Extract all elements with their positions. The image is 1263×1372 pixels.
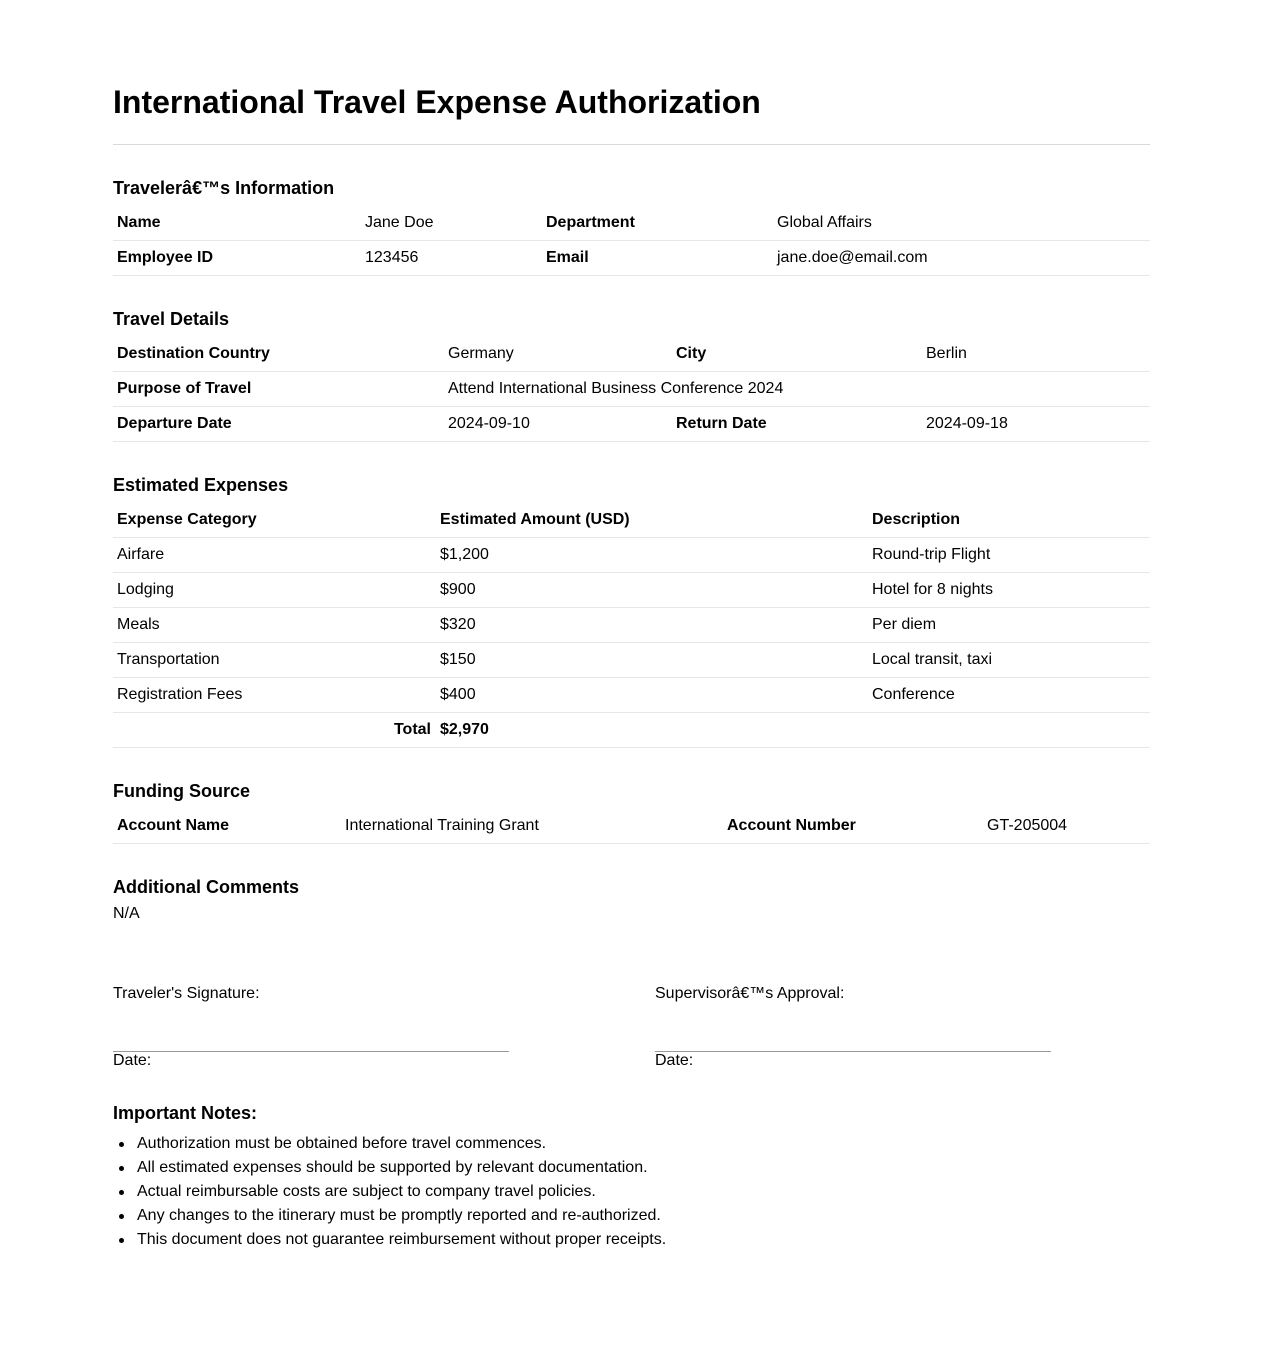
traveler-row-1 (113, 206, 1150, 241)
supervisor-approval-label: Supervisorâ€™s Approval: (655, 985, 845, 1002)
expense-row (113, 608, 1150, 643)
department-label: Department (546, 214, 635, 231)
bullet-icon (119, 1238, 124, 1243)
expense-row (113, 573, 1150, 608)
department-value: Global Affairs (777, 214, 872, 231)
note-text: Actual reimbursable costs are subject to company travel policies. (137, 1183, 596, 1200)
note-text: Authorization must be obtained before travel commences. (137, 1135, 547, 1152)
account-name-label: Account Name (117, 817, 230, 834)
return-date-value: 2024-09-18 (926, 415, 1008, 432)
expense-amount: $400 (440, 686, 476, 703)
destination-country-label: Destination Country (117, 345, 270, 362)
important-notes-heading: Important Notes: (113, 1103, 257, 1123)
traveler-info-heading: Travelerâ€™s Information (113, 178, 335, 198)
supervisor-date-label: Date: (655, 1052, 694, 1069)
employee-id-value: 123456 (365, 249, 419, 266)
expense-amount: $320 (440, 616, 476, 633)
expense-description: Round-trip Flight (872, 546, 991, 563)
city-label: City (676, 345, 707, 362)
expense-category: Transportation (117, 651, 220, 668)
purpose-value: Attend International Business Conference 2024 (448, 380, 784, 397)
list-item (113, 1204, 666, 1228)
email-value: jane.doe@email.com (777, 249, 928, 266)
employee-id-label: Employee ID (117, 249, 214, 266)
expense-amount: $150 (440, 651, 476, 668)
expenses-header-row (113, 503, 1150, 538)
funding-row (113, 809, 1150, 844)
expense-category: Meals (117, 616, 160, 633)
expense-amount: $1,200 (440, 546, 489, 563)
travel-row-1 (113, 337, 1150, 372)
additional-comments-heading: Additional Comments (113, 877, 300, 897)
note-text: Any changes to the itinerary must be promptly reported and re-authorized. (137, 1207, 661, 1224)
expense-category: Airfare (117, 546, 165, 563)
total-label: Total (393, 721, 431, 738)
email-label: Email (546, 249, 589, 266)
bullet-icon (119, 1142, 124, 1147)
list-item (113, 1180, 666, 1204)
account-number-value: GT-205004 (987, 817, 1068, 834)
traveler-date-label: Date: (113, 1052, 152, 1069)
funding-source-heading: Funding Source (113, 781, 250, 801)
list-item (113, 1132, 666, 1156)
bullet-icon (119, 1166, 124, 1171)
return-date-label: Return Date (676, 415, 767, 432)
estimated-expenses-heading: Estimated Expenses (113, 475, 289, 495)
traveler-signature-line (113, 1051, 509, 1052)
expense-description: Conference (872, 686, 955, 703)
expense-row (113, 678, 1150, 713)
expense-total-row (113, 713, 1150, 748)
travel-details-heading: Travel Details (113, 309, 230, 329)
account-number-label: Account Number (727, 817, 856, 834)
additional-comments-text: N/A (113, 905, 140, 922)
expense-row (113, 643, 1150, 678)
column-header-amount: Estimated Amount (USD) (440, 511, 630, 528)
expense-row (113, 538, 1150, 573)
traveler-signature-label: Traveler's Signature: (113, 985, 260, 1002)
departure-date-value: 2024-09-10 (448, 415, 530, 432)
column-header-description: Description (872, 511, 961, 528)
title-divider (113, 144, 1150, 145)
city-value: Berlin (926, 345, 967, 362)
expense-amount: $900 (440, 581, 476, 598)
expense-category: Lodging (117, 581, 174, 598)
departure-date-label: Departure Date (117, 415, 232, 432)
expense-description: Per diem (872, 616, 937, 633)
bullet-icon (119, 1214, 124, 1219)
expense-category: Registration Fees (117, 686, 243, 703)
page-title: International Travel Expense Authorization (113, 84, 761, 120)
list-item (113, 1228, 666, 1252)
purpose-label: Purpose of Travel (117, 380, 252, 397)
travel-row-3 (113, 407, 1150, 442)
note-text: This document does not guarantee reimbursement without proper receipts. (137, 1231, 667, 1248)
list-item (113, 1156, 666, 1180)
traveler-row-2 (113, 241, 1150, 276)
important-notes-list (113, 1132, 666, 1252)
column-header-category: Expense Category (117, 511, 257, 528)
supervisor-signature-line (655, 1051, 1051, 1052)
total-value: $2,970 (440, 721, 489, 738)
expense-description: Hotel for 8 nights (872, 581, 993, 598)
travel-row-2 (113, 372, 1150, 407)
destination-country-value: Germany (448, 345, 514, 362)
expense-description: Local transit, taxi (872, 651, 993, 668)
account-name-value: International Training Grant (345, 817, 539, 834)
name-value: Jane Doe (365, 214, 434, 231)
bullet-icon (119, 1190, 124, 1195)
name-label: Name (117, 214, 161, 231)
note-text: All estimated expenses should be supported by relevant documentation. (137, 1159, 648, 1176)
